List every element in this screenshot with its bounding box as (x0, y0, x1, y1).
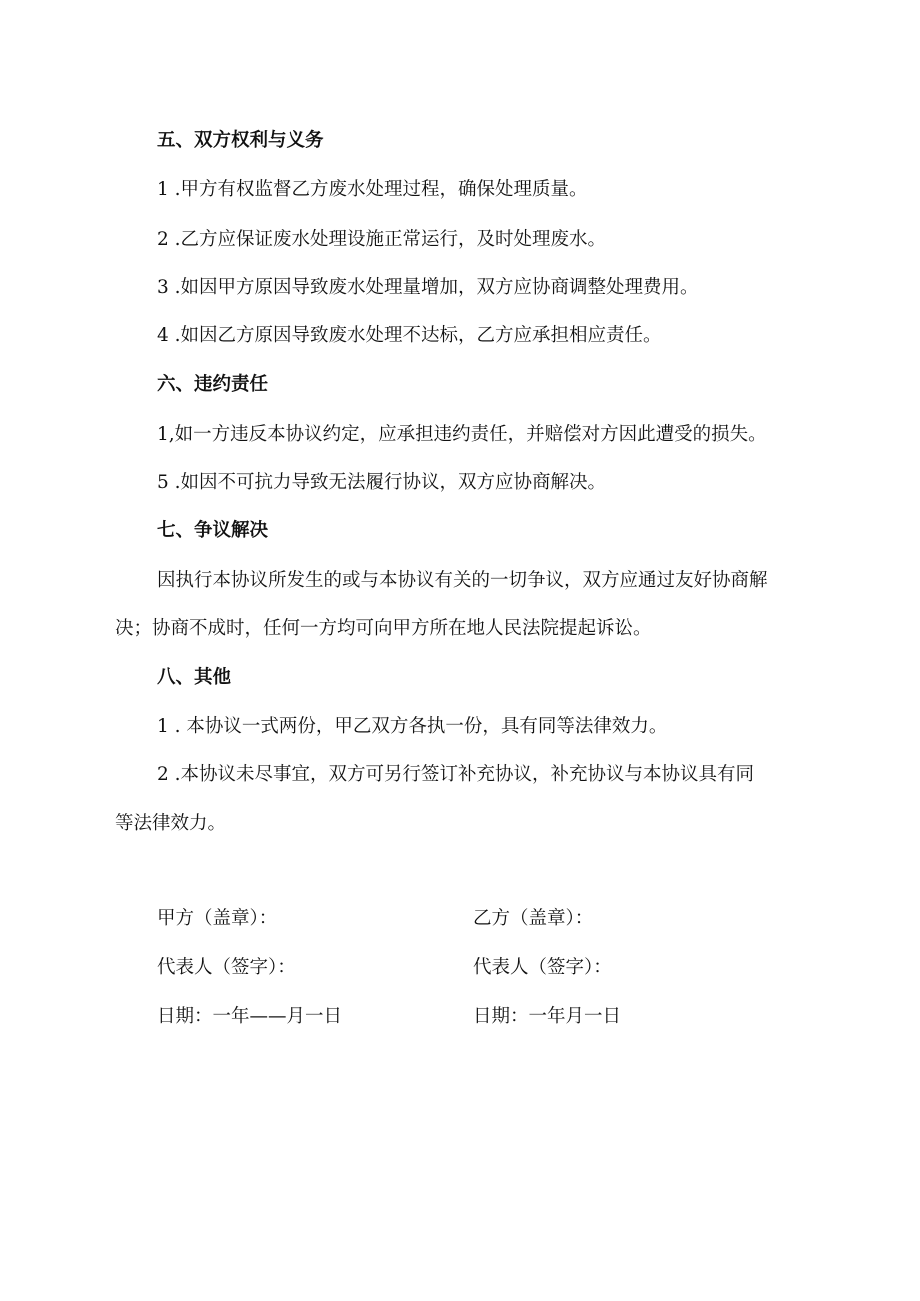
party-b-rep-label: 代表人（签字）： (473, 957, 612, 978)
clause-item: 1,如一方违反本协议约定，应承担违约责任，并赔偿对方因此遭受的损失。 (157, 424, 767, 445)
clause-item: 4 .如因乙方原因导致废水处理不达标，乙方应承担相应责任。 (157, 325, 662, 346)
party-b-seal-label: 乙方（盖章）： (473, 908, 594, 929)
clause-item: 2 .乙方应保证废水处理设施正常运行，及时处理废水。 (157, 229, 607, 250)
clause-item: 1 . 本协议一式两份，甲乙双方各执一份，具有同等法律效力。 (157, 716, 668, 737)
paragraph-line: 决；协商不成时，任何一方均可向甲方所在地人民法院提起诉讼。 (115, 618, 652, 639)
paragraph-line: 等法律效力。 (115, 813, 227, 834)
section-heading-rights: 五、双方权利与义务 (157, 130, 324, 151)
party-a-seal-label: 甲方（盖章）： (157, 908, 278, 929)
clause-item: 5 .如因不可抗力导致无法履行协议，双方应协商解决。 (157, 472, 607, 493)
clause-item: 2 .本协议未尽事宜，双方可另行签订补充协议，补充协议与本协议具有同 (157, 764, 755, 785)
party-a-date-label: 日期：一年——月一日 (157, 1006, 343, 1027)
party-a-rep-label: 代表人（签字）： (157, 957, 296, 978)
section-heading-other: 八、其他 (157, 667, 232, 688)
party-b-date-label: 日期：一年月一日 (473, 1006, 622, 1027)
clause-item: 1 .甲方有权监督乙方废水处理过程，确保处理质量。 (157, 179, 588, 200)
clause-item: 3 .如因甲方原因导致废水处理量增加，双方应协商调整处理费用。 (157, 277, 699, 298)
section-heading-breach: 六、违约责任 (157, 374, 269, 395)
paragraph-line: 因执行本协议所发生的或与本协议有关的一切争议，双方应通过友好协商解 (157, 570, 768, 591)
section-heading-dispute: 七、争议解决 (157, 520, 269, 541)
